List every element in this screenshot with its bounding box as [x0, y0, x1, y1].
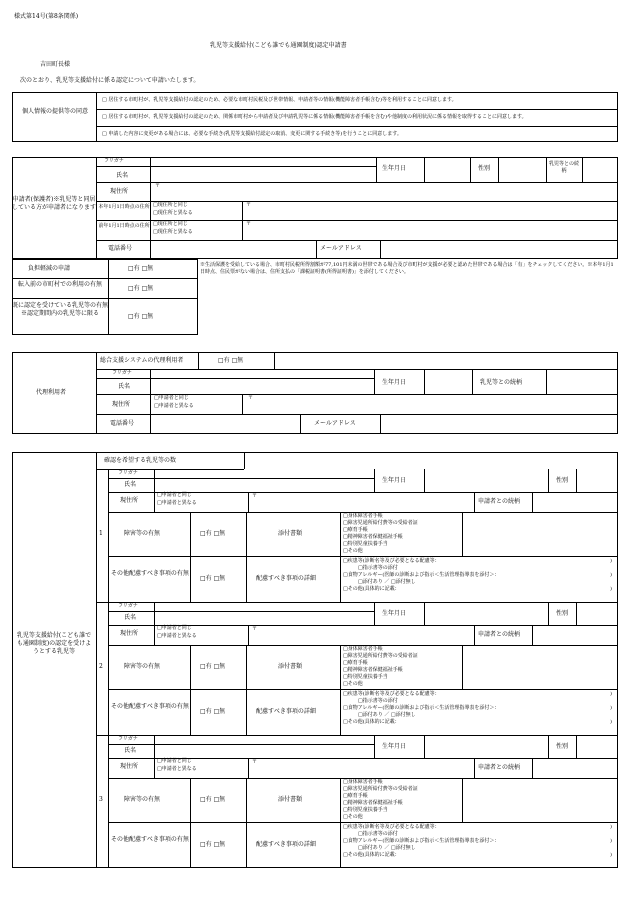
child-3-doc-3[interactable]: □療育手帳 — [343, 793, 368, 799]
consent-checkbox-3[interactable]: □ 申請した内容に変更がある場合には、必要な手続き(乳児等支援給付認定の取消、変更に関する手続き等)を行うことに同意します。 — [102, 131, 402, 137]
applicant-furigana-label: フリガナ — [104, 158, 124, 164]
child-3-detail-5[interactable]: □その他(具体的に記載： — [343, 852, 400, 858]
addressee: 吉田町長様 — [40, 61, 71, 68]
child-3-detail-4[interactable]: □添付あり ／ □添付無し — [358, 845, 416, 851]
children-count-label: 確認を希望する乳児等の数 — [104, 457, 177, 464]
child-1-doc-2[interactable]: □障害児通所給付費等の受給者証 — [343, 520, 418, 526]
child-2-diff-checkbox[interactable]: □申請者と異なる — [157, 633, 197, 639]
child-3-doc-2[interactable]: □障害児通所給付費等の受給者証 — [343, 786, 418, 792]
prev-jan1-diff-checkbox[interactable]: □現住所と異なる — [153, 229, 193, 235]
child-3-postal: 〒 — [252, 759, 258, 765]
child-1-diff-checkbox[interactable]: □申請者と異なる — [157, 500, 197, 506]
child-2-doc-6[interactable]: □その他 — [343, 681, 363, 687]
proxy-system-label: 総合支援システムの代理利用者 — [100, 357, 184, 364]
child-3-gender-label: 性別 — [556, 743, 569, 750]
child-2-paren-1: ) — [610, 691, 612, 697]
child-2-relation-label: 申請者との続柄 — [478, 631, 521, 638]
child-2-doc-1[interactable]: □身体障害者手帳 — [343, 646, 383, 652]
child-3-doc-4[interactable]: □精神障害者保健福祉手帳 — [343, 800, 403, 806]
child-1-relation-label: 申請者との続柄 — [478, 498, 521, 505]
children-label: 乳児等支援給付(こども誰でも通園制度)の認定を受けようとする乳児等 — [16, 632, 92, 656]
child-1-paren-2: ) — [610, 572, 612, 578]
child-2-doc-5[interactable]: □特別児童扶養手当 — [343, 674, 388, 680]
applicant-gender-label: 性別 — [478, 165, 491, 172]
consent-checkbox-2[interactable]: □ 居住する市町村が、乳児等支援給付の認定のため、関係市町村から申請者及び申請乳児等に係る情報(機能障害者手帳を含む)や他制度の利用状況に係る情報を取得することに同意します。 — [102, 114, 527, 120]
child-3-address-label: 現住所 — [120, 763, 139, 770]
child-1-detail-2[interactable]: □指示書等の添付 — [358, 565, 398, 571]
burden-label: 負担軽減の申請 — [28, 265, 71, 272]
child-1-address-label: 現住所 — [120, 497, 139, 504]
form-number: 様式第14号(第8条関係) — [14, 13, 79, 20]
proxy-phone-label: 電話番号 — [110, 420, 135, 427]
prev-jan1-postal: 〒 — [246, 221, 252, 227]
child-1-detail-3[interactable]: □食物アレルギー(医師の診断および指示＜生活管理指導表を添付＞： — [343, 572, 500, 578]
child-3-consider-label: その他配慮すべき事項の有無 — [111, 836, 189, 843]
applicant-phone-label: 電話番号 — [108, 245, 133, 252]
jan1-address-label: 本年1月1日時点の住所 — [98, 204, 150, 210]
child-1-consider-label: その他配慮すべき事項の有無 — [111, 570, 189, 577]
child-1-number: 1 — [99, 530, 103, 537]
child-3-paren-2: ) — [610, 838, 612, 844]
child-1-detail-1[interactable]: □疾患等(診断名等及び必要となる配慮等： — [343, 558, 440, 564]
child-2-doc-3[interactable]: □療育手帳 — [343, 660, 368, 666]
proxy-name-label: 氏名 — [118, 383, 131, 390]
child-1-disability-options[interactable]: □有 □無 — [200, 530, 226, 537]
child-3-name-label: 氏名 — [124, 747, 137, 754]
child-3-consider-options[interactable]: □有 □無 — [200, 841, 226, 848]
child-3-paren-1: ) — [610, 824, 612, 830]
child-2-disability-options[interactable]: □有 □無 — [200, 663, 226, 670]
move-in-label: 転入前の市町村での利用の有無 — [17, 281, 102, 288]
child-1-doc-4[interactable]: □精神障害者保健福祉手帳 — [343, 534, 403, 540]
jan1-diff-checkbox[interactable]: □現住所と異なる — [153, 210, 193, 216]
proxy-same-checkbox[interactable]: □申請者と同じ — [154, 395, 189, 401]
child-3-disability-options[interactable]: □有 □無 — [200, 796, 226, 803]
child-2-paren-2: ) — [610, 705, 612, 711]
child-1-paren-1: ) — [610, 558, 612, 564]
child-1-same-checkbox[interactable]: □申請者と同じ — [157, 492, 192, 498]
child-2-name-label: 氏名 — [124, 614, 137, 621]
child-3-detail-1[interactable]: □疾患等(診断名等及び必要となる配慮等： — [343, 824, 440, 830]
child-1-doc-1[interactable]: □身体障害者手帳 — [343, 513, 383, 519]
applicant-birthdate-label: 生年月日 — [382, 165, 407, 172]
form-title: 乳児等支援給付(こども誰でも通園制度)認定申請書 — [210, 42, 347, 49]
child-2-attached-label: 添付書類 — [278, 663, 303, 670]
child-2-number: 2 — [99, 663, 103, 670]
child-1-consider-detail-label: 配慮すべき事項の詳細 — [256, 575, 316, 582]
prev-jan1-same-checkbox[interactable]: □現住所と同じ — [153, 221, 188, 227]
child-3-number: 3 — [99, 796, 103, 803]
child-3-relation-label: 申請者との続柄 — [478, 764, 521, 771]
child-3-doc-6[interactable]: □その他 — [343, 814, 363, 820]
child-3-consider-detail-label: 配慮すべき事項の詳細 — [256, 841, 316, 848]
child-1-doc-3[interactable]: □療育手帳 — [343, 527, 368, 533]
proxy-address-label: 現住所 — [112, 401, 131, 408]
child-3-doc-5[interactable]: □特別児童扶養手当 — [343, 807, 388, 813]
child-1-paren-3: ) — [610, 586, 612, 592]
applicant-email-label: メールアドレス — [320, 245, 362, 252]
child-2-gender-label: 性別 — [556, 610, 569, 617]
applicant-name-label: 氏名 — [116, 172, 129, 179]
child-3-doc-1[interactable]: □身体障害者手帳 — [343, 779, 383, 785]
child-1-birthdate-label: 生年月日 — [382, 477, 407, 484]
child-1-detail-5[interactable]: □その他(具体的に記載： — [343, 586, 400, 592]
child-3-paren-3: ) — [610, 852, 612, 858]
intro-text: 次のとおり、乳児等支援給付に係る認定について申請いたします。 — [20, 77, 200, 84]
consent-checkbox-1[interactable]: □ 居住する市町村が、乳児等支援給付の認定のため、必要な市町村民税及び世帯情報、申請者等の情報(機能障害者手帳含む)等を利用することに同意します。 — [102, 97, 457, 103]
child-1-furigana-label: フリガナ — [118, 470, 138, 476]
child-1-gender-label: 性別 — [556, 477, 569, 484]
child-2-detail-3[interactable]: □食物アレルギー(医師の診断および指示＜生活管理指導表を添付＞： — [343, 705, 500, 711]
jan1-postal: 〒 — [246, 202, 252, 208]
proxy-diff-checkbox[interactable]: □申請者と異なる — [154, 403, 194, 409]
child-2-consider-detail-label: 配慮すべき事項の詳細 — [256, 708, 316, 715]
applicant-relation-label: 乳児等との続柄 — [548, 161, 579, 174]
child-1-consider-options[interactable]: □有 □無 — [200, 575, 226, 582]
already-options[interactable]: □有 □無 — [128, 313, 154, 320]
child-2-detail-5[interactable]: □その他(具体的に記載： — [343, 719, 400, 725]
child-3-diff-checkbox[interactable]: □申請者と異なる — [157, 766, 197, 772]
prev-jan1-address-label: 前年1月1日時点の住所 — [98, 223, 150, 229]
child-2-furigana-label: フリガナ — [118, 603, 138, 609]
child-2-detail-2[interactable]: □指示書等の添付 — [358, 698, 398, 704]
child-3-birthdate-label: 生年月日 — [382, 743, 407, 750]
child-3-furigana-label: フリガナ — [118, 736, 138, 742]
proxy-label: 代理利用者 — [36, 389, 67, 396]
child-1-attached-label: 添付書類 — [278, 530, 303, 537]
child-2-detail-4[interactable]: □添付あり ／ □添付無し — [358, 712, 416, 718]
child-2-doc-2[interactable]: □障害児通所給付費等の受給者証 — [343, 653, 418, 659]
child-2-same-checkbox[interactable]: □申請者と同じ — [157, 625, 192, 631]
proxy-relation-label: 乳児等との続柄 — [480, 379, 523, 386]
child-2-paren-3: ) — [610, 719, 612, 725]
proxy-system-options[interactable]: □有 □無 — [218, 357, 244, 364]
child-2-consider-label: その他配慮すべき事項の有無 — [111, 703, 189, 710]
child-1-detail-4[interactable]: □添付あり ／ □添付無し — [358, 579, 416, 585]
child-2-disability-label: 障害等の有無 — [124, 663, 161, 670]
children-section — [12, 452, 618, 868]
child-3-detail-3[interactable]: □食物アレルギー(医師の診断および指示＜生活管理指導表を添付＞： — [343, 838, 500, 844]
already-label: 既に認定を受けている乳児等の有無※認定期間内の乳児等に限る — [12, 302, 109, 318]
proxy-furigana-label: フリガナ — [112, 370, 132, 376]
burden-options[interactable]: □有 □無 — [128, 265, 154, 272]
applicant-label: 申請者(保護者)※乳児等と同居している方が申請者になります — [12, 196, 97, 212]
burden-note: ※生活保護を受給している場合、市町村民税所得割額が77,101円未満の世帯である場合及び市町村が支援が必要と認めた世帯である場合は「有」をチェックしてください。※本年1月1日時点、住民票がない場合は、住所支払の「課税証明書(所得証明書)」を添付してください。 — [200, 262, 614, 275]
proxy-birthdate-label: 生年月日 — [382, 379, 407, 386]
child-3-detail-2[interactable]: □指示書等の添付 — [358, 831, 398, 837]
proxy-email-label: メールアドレス — [314, 420, 356, 427]
child-2-address-label: 現住所 — [120, 630, 139, 637]
child-2-detail-1[interactable]: □疾患等(診断名等及び必要となる配慮等： — [343, 691, 440, 697]
jan1-same-checkbox[interactable]: □現住所と同じ — [153, 202, 188, 208]
child-2-doc-4[interactable]: □精神障害者保健福祉手帳 — [343, 667, 403, 673]
applicant-address-label: 現住所 — [110, 188, 129, 195]
child-2-postal: 〒 — [252, 626, 258, 632]
child-3-same-checkbox[interactable]: □申請者と同じ — [157, 758, 192, 764]
child-2-consider-options[interactable]: □有 □無 — [200, 708, 226, 715]
proxy-postal: 〒 — [248, 395, 254, 401]
consent-label: 個人情報の提供等の同意 — [21, 108, 88, 115]
child-1-name-label: 氏名 — [124, 481, 137, 488]
child-2-birthdate-label: 生年月日 — [382, 610, 407, 617]
child-1-disability-label: 障害等の有無 — [124, 530, 161, 537]
child-1-doc-5[interactable]: □特別児童扶養手当 — [343, 541, 388, 547]
applicant-postal: 〒 — [155, 183, 161, 189]
child-1-doc-6[interactable]: □その他 — [343, 548, 363, 554]
child-3-disability-label: 障害等の有無 — [124, 796, 161, 803]
child-1-postal: 〒 — [252, 493, 258, 499]
child-3-attached-label: 添付書類 — [278, 796, 303, 803]
move-in-options[interactable]: □有 □無 — [128, 285, 154, 292]
